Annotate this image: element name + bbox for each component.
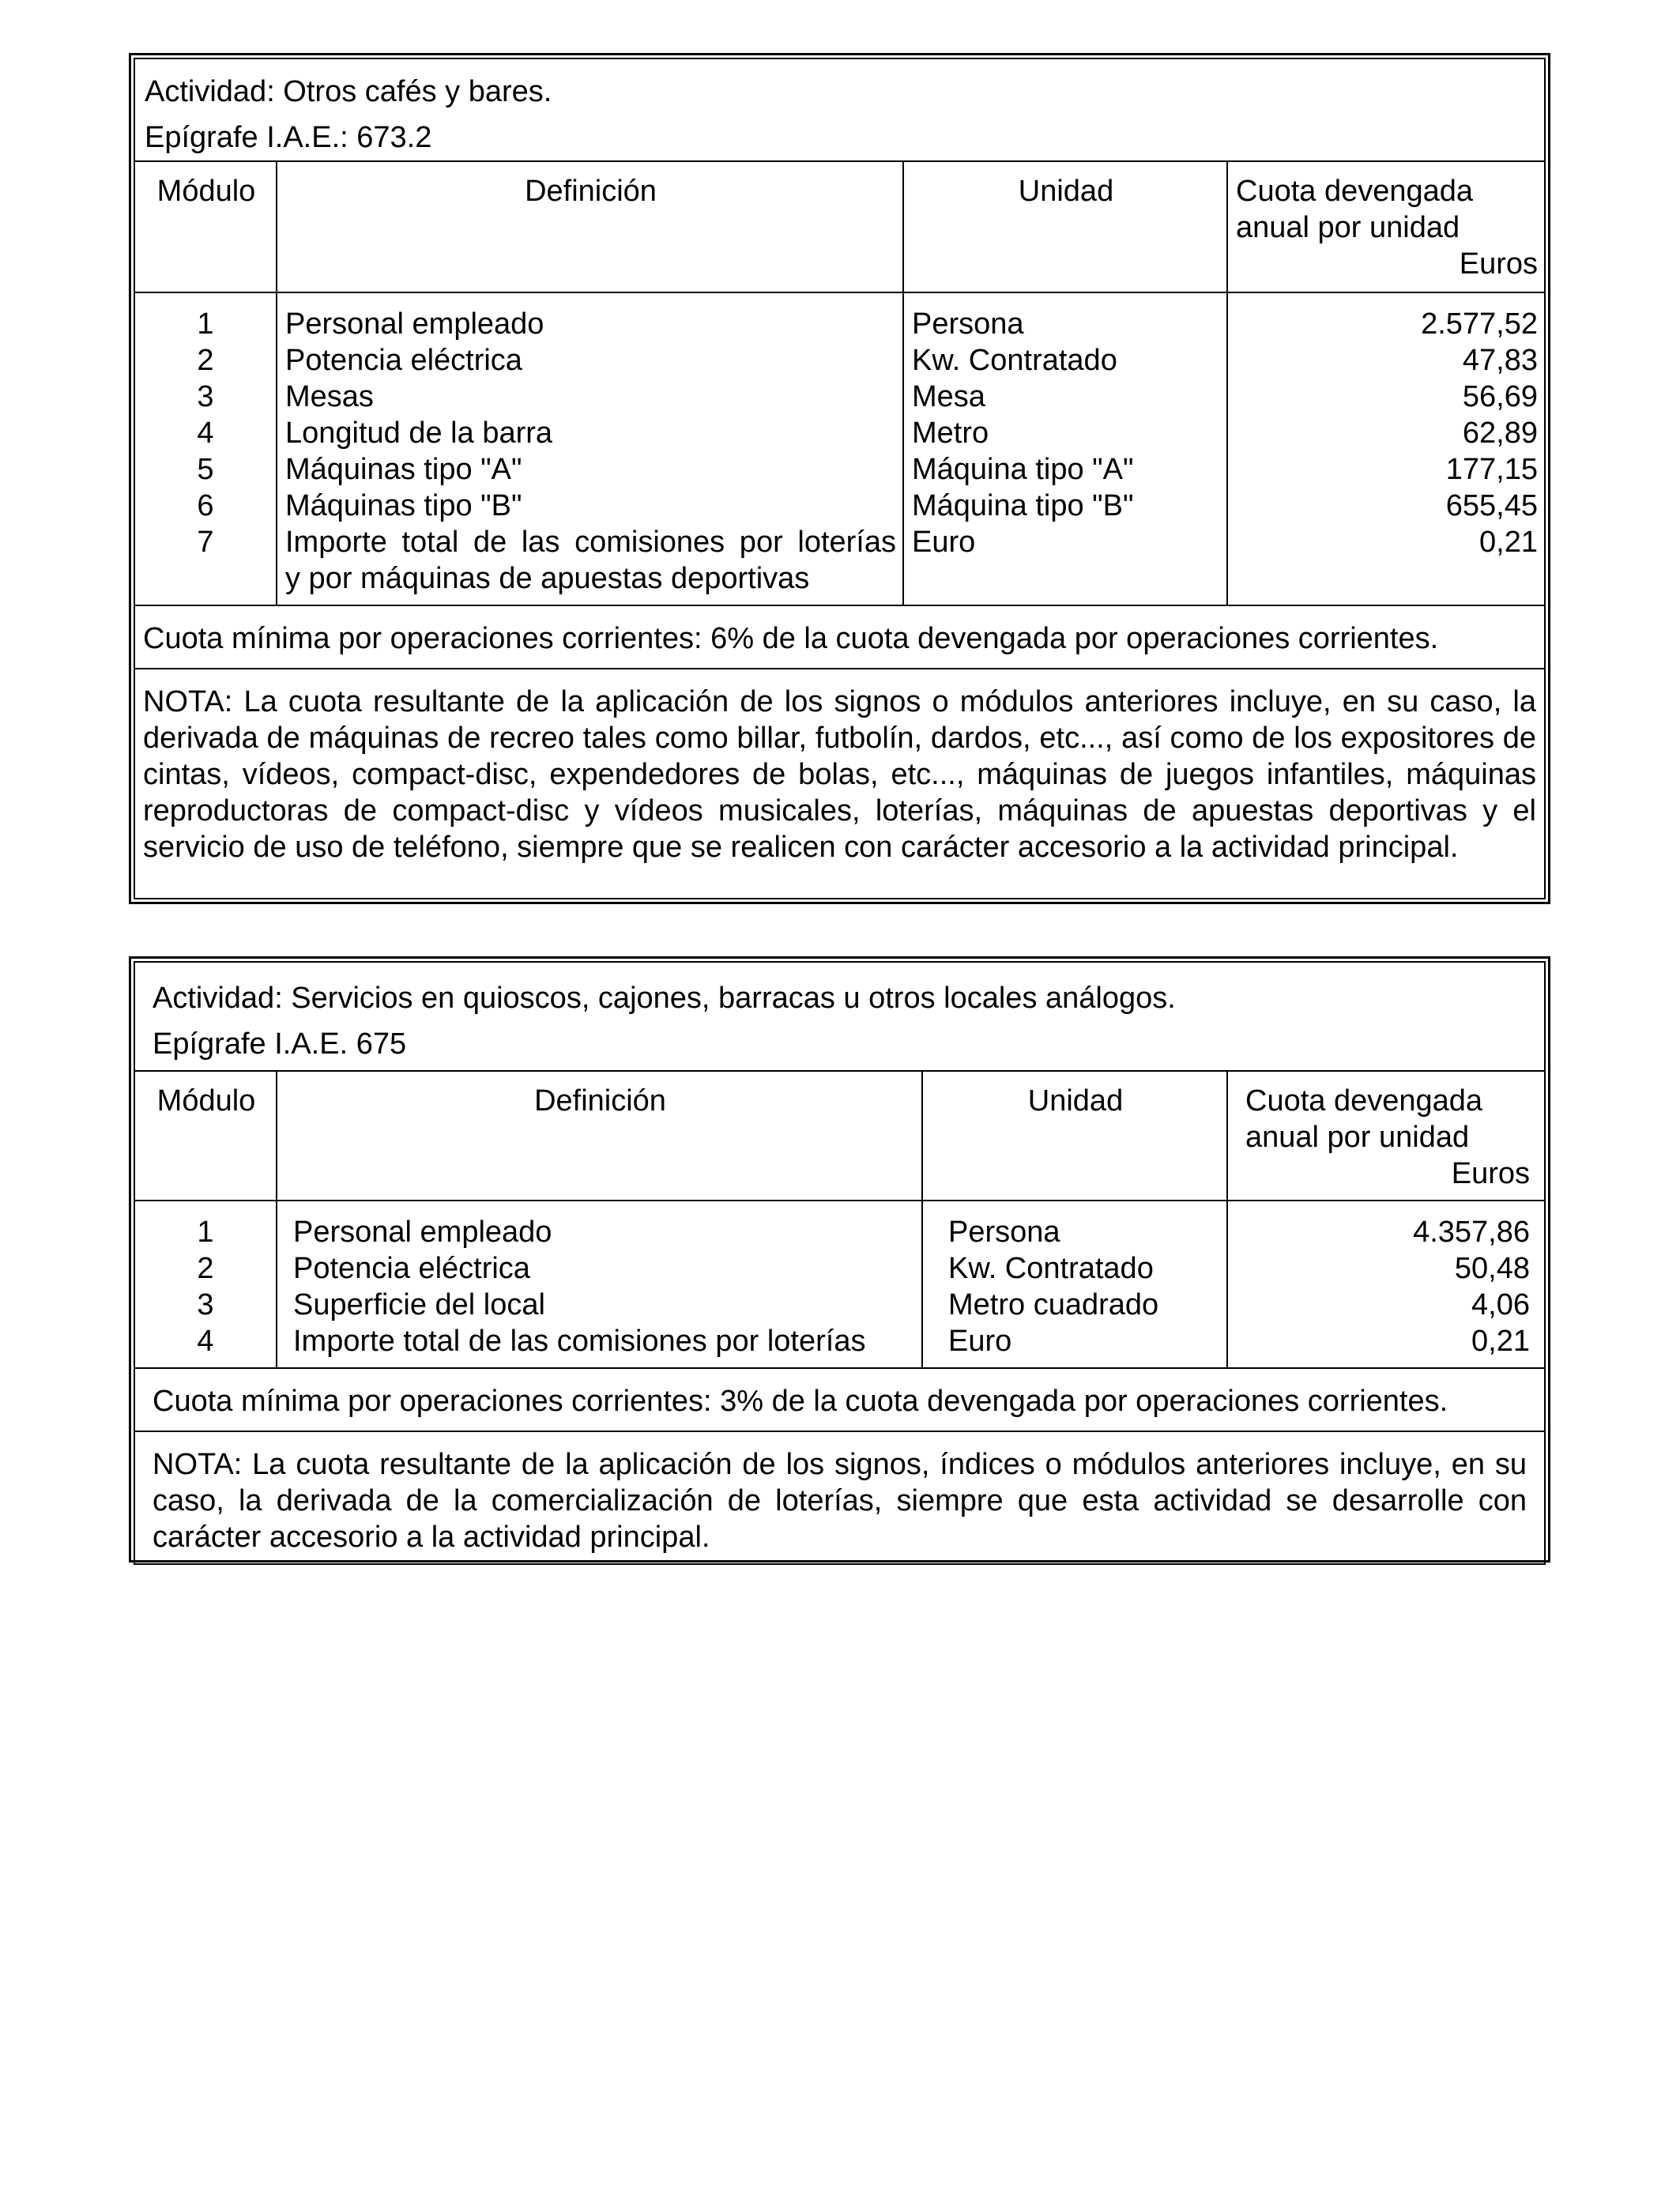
col-header-unidad: Unidad <box>922 1071 1227 1201</box>
module-definition: Personal empleado <box>293 1216 552 1249</box>
module-definition: Longitud de la barra <box>285 417 553 450</box>
module-number: 1 <box>197 1216 214 1249</box>
definition-column <box>277 292 903 605</box>
module-value: 177,15 <box>1445 453 1538 486</box>
col-header-definicion: Definición <box>277 1071 922 1201</box>
module-table <box>134 58 1546 899</box>
module-number: 5 <box>197 453 214 486</box>
module-definition: Máquinas tipo "B" <box>285 489 522 522</box>
module-number-column <box>134 292 277 605</box>
module-unit: Euro <box>948 1325 1012 1358</box>
module-definition: Superficie del local <box>293 1288 545 1321</box>
module-definition: Potencia eléctrica <box>293 1252 530 1285</box>
module-number: 4 <box>197 1325 214 1358</box>
module-number: 1 <box>197 307 214 341</box>
unit-column <box>903 292 1227 605</box>
module-table-cafes-bares <box>129 53 1550 904</box>
module-rows <box>134 292 1545 605</box>
module-number: 2 <box>197 344 214 377</box>
definition-column <box>277 1201 922 1368</box>
module-number: 7 <box>197 526 214 559</box>
module-definition: Mesas <box>285 380 374 413</box>
module-definition-continued: y por máquinas de apuestas deportivas <box>285 562 810 595</box>
module-definition: Potencia eléctrica <box>285 344 522 377</box>
col-header-unidad: Unidad <box>903 161 1227 292</box>
value-column <box>1227 292 1545 605</box>
module-unit: Kw. Contratado <box>948 1252 1154 1285</box>
module-table <box>134 961 1546 1565</box>
epigrafe-label: Epígrafe I.A.E. 675 <box>153 1027 407 1061</box>
col-header-cuota-line2: anual por unidad <box>1236 211 1460 244</box>
col-header-cuota-unit: Euros <box>1451 1157 1530 1190</box>
module-value: 47,83 <box>1462 344 1538 377</box>
col-header-cuota-line1: Cuota devengada <box>1245 1084 1483 1118</box>
col-header-modulo: Módulo <box>134 1071 277 1201</box>
module-unit: Euro <box>912 526 976 559</box>
module-value: 56,69 <box>1462 380 1538 413</box>
module-table-quioscos <box>129 956 1550 1563</box>
module-number: 6 <box>197 489 214 522</box>
module-unit: Metro cuadrado <box>948 1288 1159 1321</box>
col-header-cuota <box>1227 1071 1545 1201</box>
module-unit: Mesa <box>912 380 985 413</box>
module-rows <box>134 1201 1545 1368</box>
value-column <box>1227 1201 1545 1368</box>
module-value: 50,48 <box>1454 1252 1530 1285</box>
module-value: 62,89 <box>1462 417 1538 450</box>
module-definition: Importe total de las comisiones por loterías <box>285 526 896 559</box>
module-value: 4,06 <box>1471 1288 1530 1321</box>
module-unit: Persona <box>912 307 1024 341</box>
cuota-minima: Cuota mínima por operaciones corrientes: 6% de la cuota devengada por operaciones corrientes. <box>134 605 1545 669</box>
module-definition: Máquinas tipo "A" <box>285 453 522 486</box>
nota-text: NOTA: La cuota resultante de la aplicación de los signos, índices o módulos anteriores incluye, en su caso, la derivada de la comercialización de loterías, siempre que esta actividad se desarrolle con carácter accesorio a la actividad principal. <box>134 1431 1545 1564</box>
module-number: 3 <box>197 380 214 413</box>
module-number: 4 <box>197 417 214 450</box>
module-value: 4.357,86 <box>1413 1216 1530 1249</box>
module-value: 0,21 <box>1479 526 1538 559</box>
activity-title: Actividad: Otros cafés y bares. <box>145 75 552 108</box>
module-number: 3 <box>197 1288 214 1321</box>
module-unit: Kw. Contratado <box>912 344 1117 377</box>
epigrafe-label: Epígrafe I.A.E.: 673.2 <box>145 121 432 154</box>
activity-title: Actividad: Servicios en quioscos, cajones, barracas u otros locales análogos. <box>153 982 1176 1015</box>
module-unit: Máquina tipo "B" <box>912 489 1134 522</box>
module-definition: Personal empleado <box>285 307 544 341</box>
activity-header <box>134 58 1545 161</box>
module-number-column <box>134 1201 277 1368</box>
nota-text: NOTA: La cuota resultante de la aplicación de los signos o módulos anteriores incluye, en su caso, la derivada de máquinas de recreo tales como billar, futbolín, dardos, etc..., así como de los expositores de cintas, vídeos, compact-disc, expendedores de bolas, etc..., máquinas de juegos infantiles, máquinas reproductoras de compact-disc y vídeos musicales, loterías, máquinas de apuestas deportivas y el servicio de uso de teléfono, siempre que se realicen con carácter accesorio a la actividad principal. <box>134 669 1545 899</box>
col-header-cuota-unit: Euros <box>1459 247 1538 281</box>
module-unit: Metro <box>912 417 989 450</box>
col-header-cuota <box>1227 161 1545 292</box>
col-header-cuota-line1: Cuota devengada <box>1236 175 1474 208</box>
module-number: 2 <box>197 1252 214 1285</box>
module-value: 0,21 <box>1471 1325 1530 1358</box>
module-value: 655,45 <box>1445 489 1538 522</box>
module-unit: Máquina tipo "A" <box>912 453 1134 486</box>
module-unit: Persona <box>948 1216 1060 1249</box>
col-header-definicion: Definición <box>277 161 903 292</box>
activity-header <box>134 962 1545 1071</box>
module-definition: Importe total de las comisiones por loterías <box>293 1325 866 1358</box>
column-header-row <box>134 1071 1545 1201</box>
cuota-minima: Cuota mínima por operaciones corrientes: 3% de la cuota devengada por operaciones corrientes. <box>134 1368 1545 1431</box>
unit-column <box>922 1201 1227 1368</box>
col-header-modulo: Módulo <box>134 161 277 292</box>
module-value: 2.577,52 <box>1421 307 1538 341</box>
col-header-cuota-line2: anual por unidad <box>1245 1121 1470 1154</box>
column-header-row <box>134 161 1545 292</box>
